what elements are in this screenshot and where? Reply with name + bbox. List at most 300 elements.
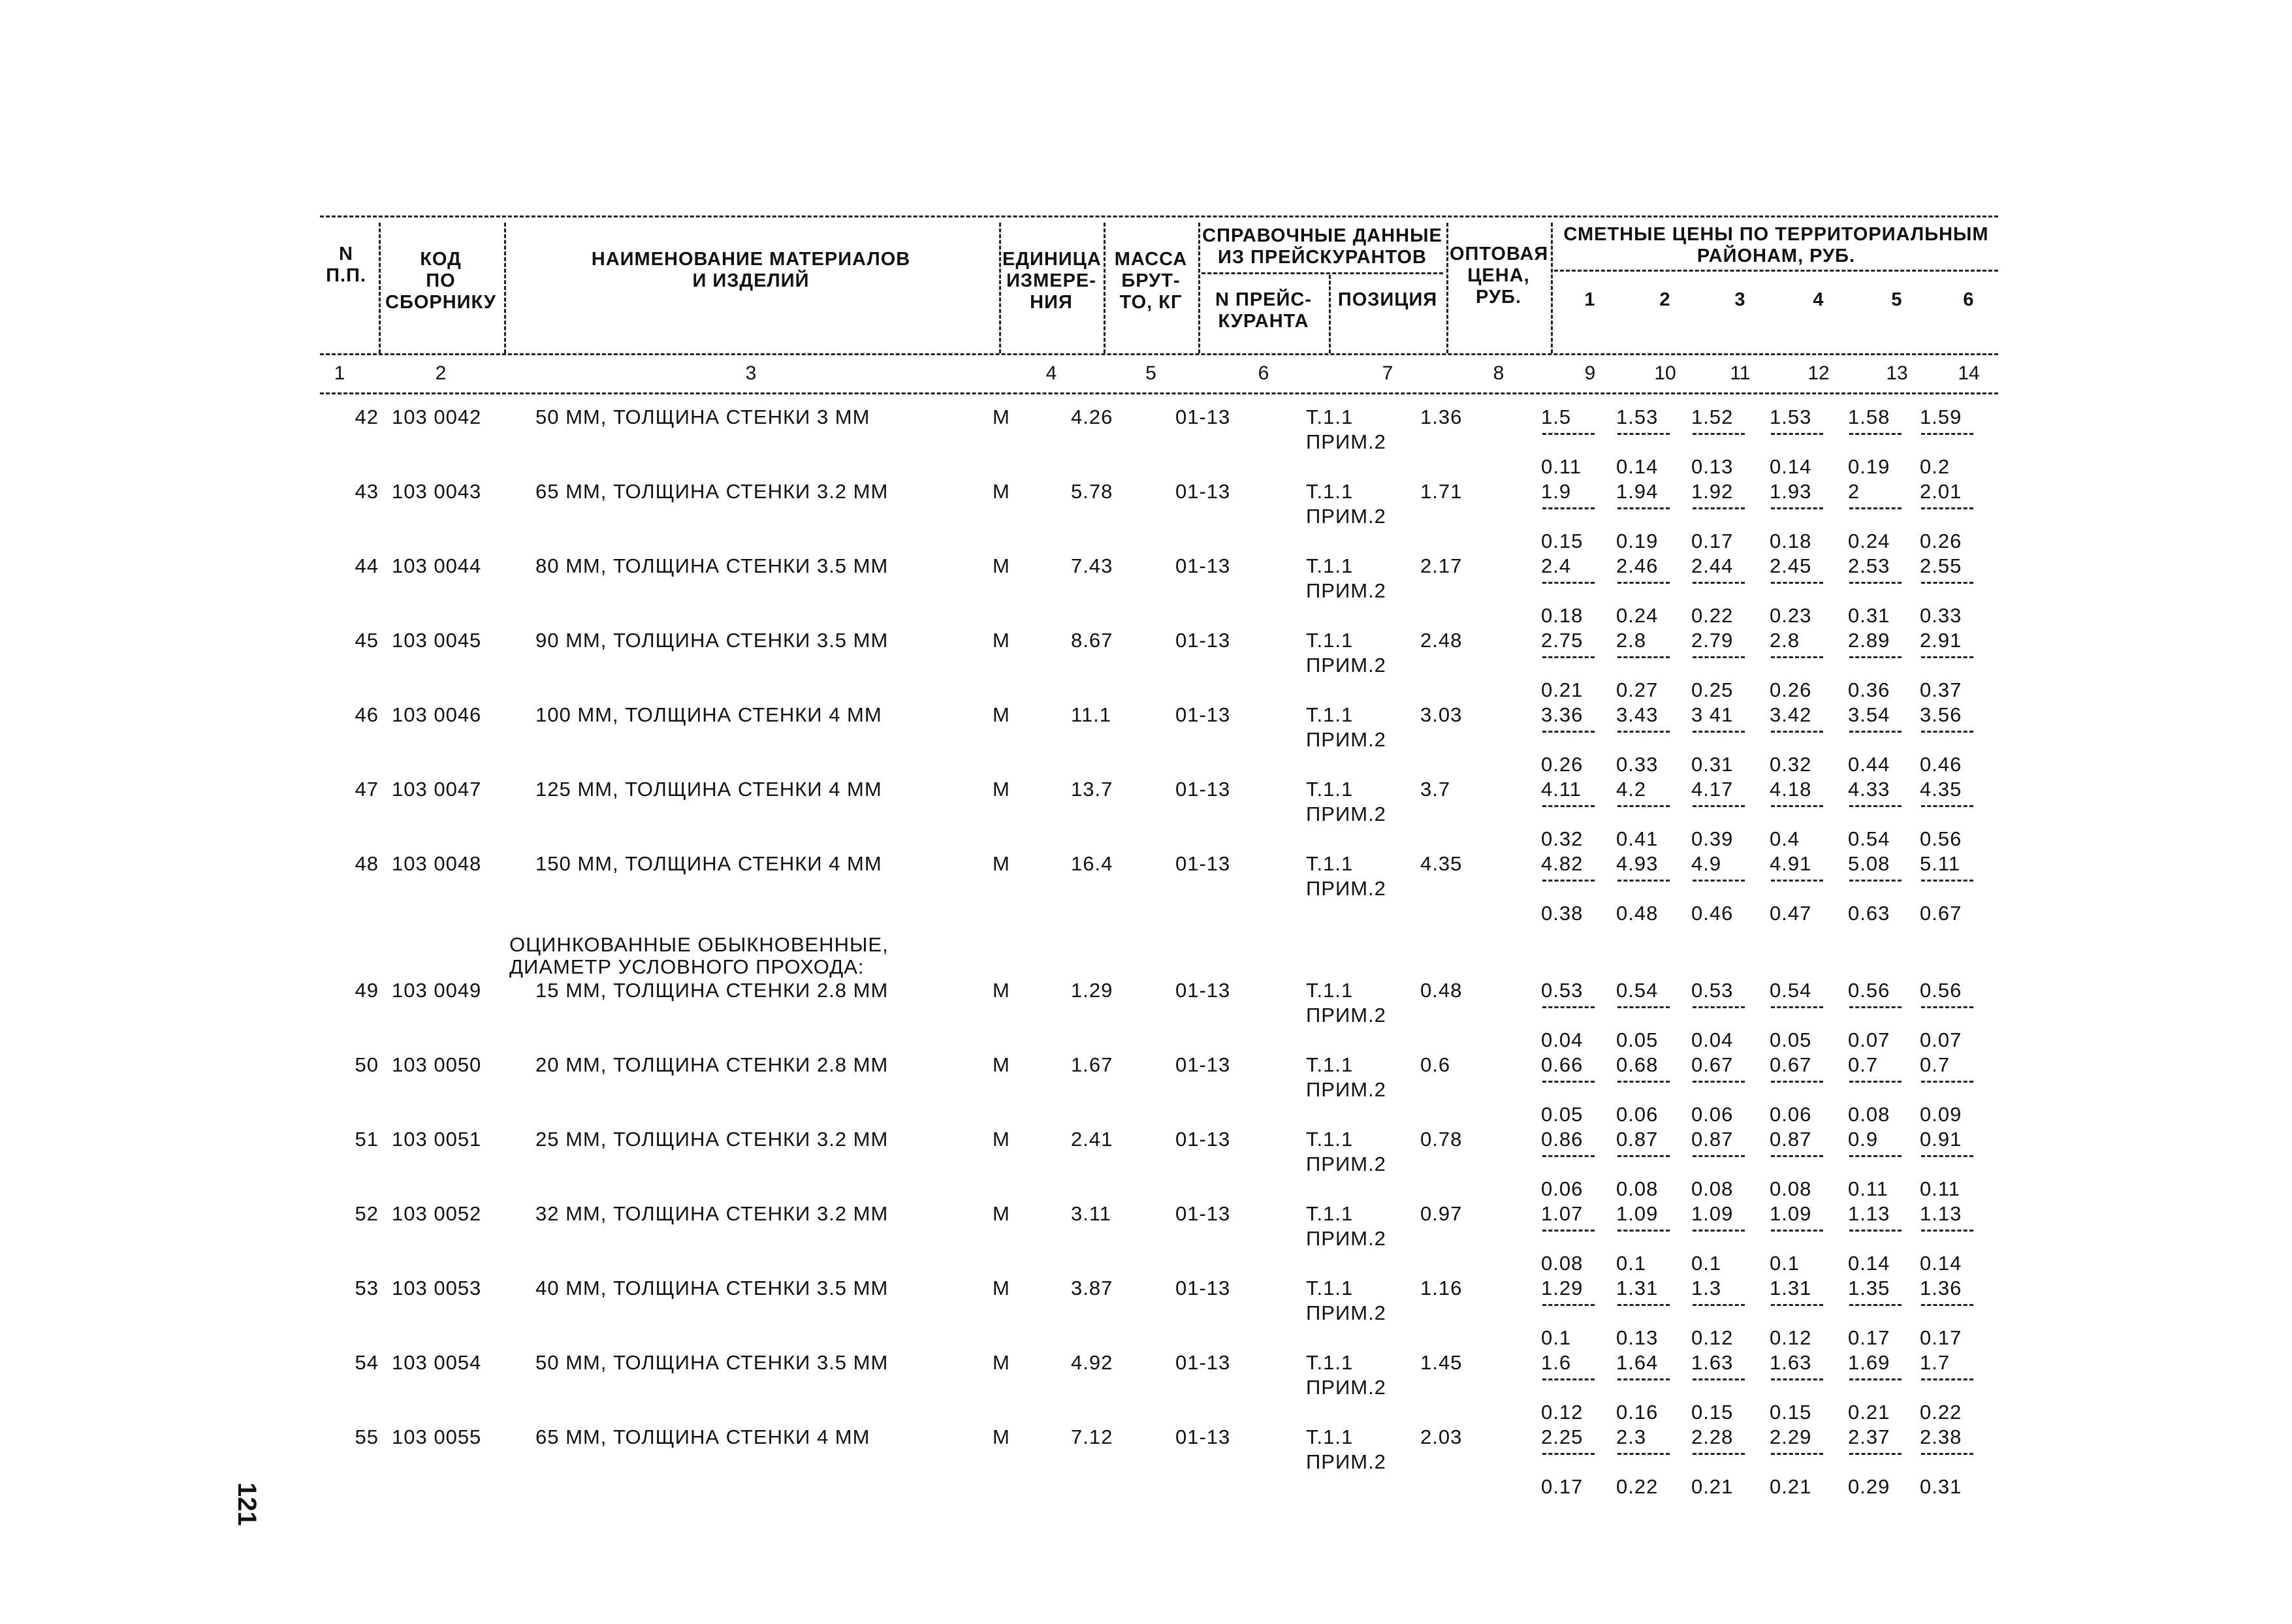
section-heading <box>320 927 1998 979</box>
row-position: Т.1.1 <box>1306 1202 1354 1225</box>
region-price-transport: 0.22 <box>1691 604 1734 627</box>
region-prices <box>1541 554 1998 629</box>
row-name: 25 ММ, ТОЛЩИНА СТЕНКИ 3.2 ММ <box>535 1128 889 1151</box>
region-price-total: 0.7 <box>1920 1053 1950 1076</box>
fraction-divider <box>1849 656 1902 658</box>
region-price-total: 3.54 <box>1848 703 1890 726</box>
row-position: Т.1.1 <box>1306 406 1354 428</box>
fraction-divider <box>1542 1155 1595 1157</box>
fraction-divider <box>1542 1006 1595 1008</box>
table-row <box>320 1202 1998 1277</box>
region-price-total: 1.31 <box>1616 1277 1659 1299</box>
fraction-divider <box>1771 656 1823 658</box>
region-price-transport: 0.06 <box>1616 1103 1659 1126</box>
row-code: 103 0052 <box>392 1202 482 1225</box>
region-price-transport: 0.07 <box>1920 1028 1962 1051</box>
table-row <box>320 480 1998 554</box>
fraction-divider <box>1921 1378 1973 1380</box>
header-estimate-group: СМЕТНЫЕ ЦЕНЫ ПО ТЕРРИТОРИАЛЬНЫМ РАЙОНАМ, РУБ. <box>1563 224 1989 266</box>
col-num: 5 <box>1145 362 1156 384</box>
region-price-transport: 0.21 <box>1770 1475 1812 1498</box>
region-price-transport: 0.38 <box>1541 902 1584 925</box>
row-mass: 7.43 <box>1071 554 1113 577</box>
fraction-divider <box>1771 1378 1823 1380</box>
region-price-transport: 0.63 <box>1848 902 1890 925</box>
region-price-total: 2.89 <box>1848 629 1890 652</box>
region-price-transport: 0.17 <box>1848 1326 1890 1349</box>
region-price-transport: 0.13 <box>1616 1326 1659 1349</box>
row-unit: М <box>993 703 1010 726</box>
region-price-total: 1.9 <box>1541 480 1572 503</box>
region-price-transport: 0.18 <box>1770 530 1812 552</box>
col-num: 3 <box>745 362 757 384</box>
region-price-transport: 0.31 <box>1848 604 1890 627</box>
row-unit: М <box>993 480 1010 503</box>
row-mass: 1.67 <box>1071 1053 1113 1076</box>
fraction-divider <box>1693 1081 1745 1083</box>
region-price-transport: 0.16 <box>1616 1401 1659 1424</box>
row-code: 103 0043 <box>392 480 482 503</box>
header-wholesale: ОПТОВАЯ ЦЕНА, РУБ. <box>1450 244 1549 308</box>
row-code: 103 0050 <box>392 1053 482 1076</box>
fraction-divider <box>1849 1378 1902 1380</box>
fraction-divider <box>1542 731 1595 733</box>
row-code: 103 0042 <box>392 406 482 428</box>
region-price-transport: 0.23 <box>1770 604 1812 627</box>
row-mass: 4.26 <box>1071 406 1113 428</box>
region-price-total: 1.35 <box>1848 1277 1890 1299</box>
fraction-divider <box>1542 880 1595 882</box>
row-position-note: ПРИМ.2 <box>1306 1450 1386 1473</box>
fraction-divider <box>1617 582 1670 584</box>
table-row <box>320 406 1998 480</box>
region-price-transport: 0.06 <box>1691 1103 1734 1126</box>
fraction-divider <box>1542 507 1595 509</box>
row-unit: М <box>993 1202 1010 1225</box>
region-prices <box>1541 629 1998 703</box>
fraction-divider <box>1617 1304 1670 1306</box>
row-position: Т.1.1 <box>1306 1277 1354 1299</box>
row-name: 150 ММ, ТОЛЩИНА СТЕНКИ 4 ММ <box>535 852 882 875</box>
region-price-transport: 0.08 <box>1848 1103 1890 1126</box>
row-position-note: ПРИМ.2 <box>1306 1376 1386 1399</box>
region-price-transport: 0.2 <box>1920 455 1950 478</box>
row-position-note: ПРИМ.2 <box>1306 1301 1386 1324</box>
region-price-total: 4.9 <box>1691 852 1722 875</box>
row-name: 15 ММ, ТОЛЩИНА СТЕНКИ 2.8 ММ <box>535 979 889 1002</box>
region-prices <box>1541 1053 1998 1128</box>
region-price-transport: 0.21 <box>1691 1475 1734 1498</box>
region-price-total: 1.31 <box>1770 1277 1812 1299</box>
table-row <box>320 703 1998 778</box>
fraction-divider <box>1921 1006 1973 1008</box>
fraction-divider <box>1849 433 1902 435</box>
row-mass: 8.67 <box>1071 629 1113 652</box>
region-price-transport: 0.37 <box>1920 678 1962 701</box>
row-unit: М <box>993 1351 1010 1374</box>
region-price-transport: 0.44 <box>1848 753 1890 776</box>
region-price-total: 4.18 <box>1770 778 1812 801</box>
region-price-total: 0.53 <box>1691 979 1734 1002</box>
region-price-total: 4.11 <box>1541 778 1582 801</box>
fraction-divider <box>1693 507 1745 509</box>
row-unit: М <box>993 1128 1010 1151</box>
table-row <box>320 1351 1998 1425</box>
fraction-divider <box>1771 1230 1823 1232</box>
region-price-transport: 0.07 <box>1848 1028 1890 1051</box>
region-price-total: 0.67 <box>1770 1053 1812 1076</box>
region-price-total: 1.07 <box>1541 1202 1584 1225</box>
region-prices <box>1541 1202 1998 1277</box>
header-ref-pos: ПОЗИЦИЯ <box>1337 289 1438 310</box>
region-price-transport: 0.21 <box>1541 678 1584 701</box>
section-line-1: ОЦИНКОВАННЫЕ ОБЫКНОВЕННЫЕ, <box>509 933 889 956</box>
region-price-total: 2.4 <box>1541 554 1572 577</box>
region-price-transport: 0.39 <box>1691 827 1734 850</box>
region-price-transport: 0.19 <box>1616 530 1659 552</box>
region-price-transport: 0.32 <box>1770 753 1812 776</box>
col-num: 7 <box>1382 362 1393 384</box>
row-name: 65 ММ, ТОЛЩИНА СТЕНКИ 4 ММ <box>535 1425 870 1448</box>
row-number: 55 <box>355 1425 379 1448</box>
region-price-transport: 0.29 <box>1848 1475 1890 1498</box>
region-price-total: 1.63 <box>1691 1351 1734 1374</box>
fraction-divider <box>1921 1230 1973 1232</box>
region-price-total: 1.52 <box>1691 406 1734 428</box>
region-price-total: 4.33 <box>1848 778 1890 801</box>
region-price-transport: 0.1 <box>1691 1252 1722 1275</box>
region-price-total: 2.01 <box>1920 480 1962 503</box>
region-price-transport: 0.18 <box>1541 604 1584 627</box>
row-number: 47 <box>355 778 379 801</box>
row-name: 32 ММ, ТОЛЩИНА СТЕНКИ 3.2 ММ <box>535 1202 889 1225</box>
region-price-total: 2 <box>1848 480 1860 503</box>
fraction-divider <box>1617 731 1670 733</box>
table-row <box>320 1277 1998 1351</box>
region-price-transport: 0.17 <box>1691 530 1734 552</box>
row-position: Т.1.1 <box>1306 778 1354 801</box>
row-mass: 7.12 <box>1071 1425 1113 1448</box>
row-number: 54 <box>355 1351 379 1374</box>
fraction-divider <box>1693 805 1745 807</box>
region-price-transport: 0.25 <box>1691 678 1734 701</box>
row-number: 53 <box>355 1277 379 1299</box>
fraction-divider <box>1921 1081 1973 1083</box>
col-num: 4 <box>1045 362 1057 384</box>
row-wholesale-price: 1.36 <box>1420 406 1463 428</box>
fraction-divider <box>1693 1230 1745 1232</box>
table-body <box>320 406 1998 1500</box>
region-price-transport: 0.08 <box>1770 1177 1812 1200</box>
row-position: Т.1.1 <box>1306 480 1354 503</box>
row-position-note: ПРИМ.2 <box>1306 728 1386 751</box>
region-prices <box>1541 1425 1998 1500</box>
rows-group-a <box>320 406 1998 927</box>
row-number: 49 <box>355 979 379 1002</box>
fraction-divider <box>1849 1155 1902 1157</box>
region-price-transport: 0.05 <box>1616 1028 1659 1051</box>
row-wholesale-price: 4.35 <box>1420 852 1463 875</box>
region-price-total: 5.11 <box>1920 852 1961 875</box>
fraction-divider <box>1693 1378 1745 1380</box>
row-unit: М <box>993 979 1010 1002</box>
region-price-transport: 0.21 <box>1848 1401 1890 1424</box>
fraction-divider <box>1617 1230 1670 1232</box>
fraction-divider <box>1542 1081 1595 1083</box>
header-unit: ЕДИНИЦА ИЗМЕРЕ- НИЯ <box>1002 249 1102 313</box>
region-price-total: 4.17 <box>1691 778 1734 801</box>
region-price-transport: 0.67 <box>1920 902 1962 925</box>
region-price-total: 5.08 <box>1848 852 1890 875</box>
region-price-total: 4.82 <box>1541 852 1584 875</box>
rows-group-b <box>320 979 1998 1500</box>
fraction-divider <box>1771 433 1823 435</box>
region-price-transport: 0.08 <box>1691 1177 1734 1200</box>
row-mass: 3.87 <box>1071 1277 1113 1299</box>
region-prices <box>1541 703 1998 778</box>
fraction-divider <box>1542 433 1595 435</box>
region-price-total: 0.68 <box>1616 1053 1659 1076</box>
region-price-transport: 0.15 <box>1770 1401 1812 1424</box>
row-position: Т.1.1 <box>1306 629 1354 652</box>
fraction-divider <box>1849 731 1902 733</box>
row-wholesale-price: 1.71 <box>1420 480 1463 503</box>
fraction-divider <box>1849 507 1902 509</box>
region-price-total: 4.91 <box>1770 852 1812 875</box>
row-wholesale-price: 3.03 <box>1420 703 1463 726</box>
row-name: 50 ММ, ТОЛЩИНА СТЕНКИ 3 ММ <box>535 406 870 428</box>
region-price-total: 3.36 <box>1541 703 1584 726</box>
row-code: 103 0047 <box>392 778 482 801</box>
region-price-total: 0.91 <box>1920 1128 1962 1151</box>
row-name: 40 ММ, ТОЛЩИНА СТЕНКИ 3.5 ММ <box>535 1277 889 1299</box>
region-price-transport: 0.08 <box>1541 1252 1584 1275</box>
header-region-2: 2 <box>1659 289 1671 310</box>
region-price-total: 1.09 <box>1616 1202 1659 1225</box>
region-price-transport: 0.36 <box>1848 678 1890 701</box>
fraction-divider <box>1921 880 1973 882</box>
table-row <box>320 778 1998 852</box>
row-code: 103 0049 <box>392 979 482 1002</box>
row-number: 42 <box>355 406 379 428</box>
header-code: КОД ПО СБОРНИКУ <box>385 249 496 313</box>
header-ref-n: N ПРЕЙС- КУРАНТА <box>1215 289 1312 332</box>
table-row <box>320 1425 1998 1500</box>
region-price-total: 1.58 <box>1848 406 1890 428</box>
row-mass: 3.11 <box>1071 1202 1112 1225</box>
region-price-total: 1.36 <box>1920 1277 1962 1299</box>
region-price-total: 2.8 <box>1770 629 1800 652</box>
region-price-total: 0.87 <box>1616 1128 1659 1151</box>
region-price-total: 2.45 <box>1770 554 1812 577</box>
region-price-transport: 0.26 <box>1770 678 1812 701</box>
fraction-divider <box>1921 656 1973 658</box>
row-position: Т.1.1 <box>1306 852 1354 875</box>
region-price-transport: 0.24 <box>1848 530 1890 552</box>
table-row <box>320 554 1998 629</box>
region-price-transport: 0.26 <box>1920 530 1962 552</box>
col-num: 12 <box>1807 362 1830 384</box>
price-table <box>320 215 1998 1500</box>
row-ref: 01-13 <box>1175 406 1231 428</box>
region-price-total: 0.56 <box>1920 979 1962 1002</box>
region-price-transport: 0.54 <box>1848 827 1890 850</box>
region-price-transport: 0.14 <box>1920 1252 1962 1275</box>
fraction-divider <box>1693 731 1745 733</box>
row-unit: М <box>993 1425 1010 1448</box>
fraction-divider <box>1771 1006 1823 1008</box>
region-price-transport: 0.19 <box>1848 455 1890 478</box>
region-price-transport: 0.11 <box>1541 455 1582 478</box>
region-price-transport: 0.12 <box>1770 1326 1812 1349</box>
fraction-divider <box>1921 582 1973 584</box>
region-price-transport: 0.48 <box>1616 902 1659 925</box>
region-price-total: 1.69 <box>1848 1351 1890 1374</box>
row-code: 103 0045 <box>392 629 482 652</box>
region-price-transport: 0.56 <box>1920 827 1962 850</box>
fraction-divider <box>1921 731 1973 733</box>
row-ref: 01-13 <box>1175 778 1231 801</box>
region-prices <box>1541 1128 1998 1202</box>
region-price-transport: 0.15 <box>1691 1401 1734 1424</box>
row-wholesale-price: 1.16 <box>1420 1277 1463 1299</box>
row-position: Т.1.1 <box>1306 703 1354 726</box>
region-price-transport: 0.11 <box>1848 1177 1889 1200</box>
fraction-divider <box>1617 1378 1670 1380</box>
header-name: НАИМЕНОВАНИЕ МАТЕРИАЛОВ И ИЗДЕЛИЙ <box>591 249 911 291</box>
row-position-note: ПРИМ.2 <box>1306 579 1386 602</box>
fraction-divider <box>1693 656 1745 658</box>
region-price-total: 1.94 <box>1616 480 1659 503</box>
region-price-transport: 0.06 <box>1770 1103 1812 1126</box>
row-wholesale-price: 0.6 <box>1420 1053 1451 1076</box>
region-price-transport: 0.1 <box>1770 1252 1800 1275</box>
fraction-divider <box>1849 880 1902 882</box>
col-num: 13 <box>1886 362 1908 384</box>
table-row <box>320 979 1998 1053</box>
region-price-transport: 0.13 <box>1691 455 1734 478</box>
row-number: 45 <box>355 629 379 652</box>
fraction-divider <box>1693 1155 1745 1157</box>
fraction-divider <box>1849 1230 1902 1232</box>
row-mass: 4.92 <box>1071 1351 1113 1374</box>
row-number: 46 <box>355 703 379 726</box>
row-ref: 01-13 <box>1175 554 1231 577</box>
fraction-divider <box>1693 433 1745 435</box>
row-wholesale-price: 2.03 <box>1420 1425 1463 1448</box>
row-number: 43 <box>355 480 379 503</box>
row-code: 103 0048 <box>392 852 482 875</box>
region-price-total: 2.44 <box>1691 554 1734 577</box>
region-price-transport: 0.08 <box>1616 1177 1659 1200</box>
region-prices <box>1541 406 1998 480</box>
region-price-total: 1.7 <box>1920 1351 1950 1374</box>
col-num: 10 <box>1654 362 1676 384</box>
region-prices <box>1541 480 1998 554</box>
col-num: 9 <box>1584 362 1596 384</box>
col-num: 2 <box>435 362 447 384</box>
region-price-transport: 0.46 <box>1691 902 1734 925</box>
region-price-total: 4.2 <box>1616 778 1647 801</box>
region-price-transport: 0.33 <box>1920 604 1962 627</box>
row-ref: 01-13 <box>1175 1128 1231 1151</box>
row-ref: 01-13 <box>1175 480 1231 503</box>
region-price-total: 1.13 <box>1920 1202 1962 1225</box>
region-price-total: 1.09 <box>1691 1202 1734 1225</box>
row-position-note: ПРИМ.2 <box>1306 505 1386 528</box>
row-mass: 16.4 <box>1071 852 1113 875</box>
row-wholesale-price: 0.78 <box>1420 1128 1463 1151</box>
header-mass: МАССА БРУТ- ТО, КГ <box>1114 249 1188 313</box>
table-row <box>320 1053 1998 1128</box>
region-price-transport: 0.27 <box>1616 678 1659 701</box>
region-price-total: 1.6 <box>1541 1351 1572 1374</box>
fraction-divider <box>1617 1081 1670 1083</box>
region-price-transport: 0.22 <box>1920 1401 1962 1424</box>
row-name: 125 ММ, ТОЛЩИНА СТЕНКИ 4 ММ <box>535 778 882 801</box>
header-n: N П.П. <box>326 244 366 286</box>
col-num: 14 <box>1958 362 1980 384</box>
row-position: Т.1.1 <box>1306 1053 1354 1076</box>
column-numbers <box>320 355 1998 387</box>
fraction-divider <box>1771 731 1823 733</box>
row-ref: 01-13 <box>1175 1425 1231 1448</box>
fraction-divider <box>1771 1081 1823 1083</box>
row-ref: 01-13 <box>1175 629 1231 652</box>
row-mass: 2.41 <box>1071 1128 1113 1151</box>
fraction-divider <box>1542 1453 1595 1455</box>
fraction-divider <box>1771 507 1823 509</box>
region-price-total: 2.53 <box>1848 554 1890 577</box>
fraction-divider <box>1771 805 1823 807</box>
row-position-note: ПРИМ.2 <box>1306 1078 1386 1101</box>
fraction-divider <box>1921 1453 1973 1455</box>
region-price-total: 2.79 <box>1691 629 1734 652</box>
region-price-transport: 0.06 <box>1541 1177 1584 1200</box>
region-price-total: 2.91 <box>1920 629 1962 652</box>
row-mass: 5.78 <box>1071 480 1113 503</box>
fraction-divider <box>1693 880 1745 882</box>
fraction-divider <box>1617 433 1670 435</box>
region-price-total: 0.54 <box>1616 979 1659 1002</box>
row-position: Т.1.1 <box>1306 554 1354 577</box>
fraction-divider <box>1693 1304 1745 1306</box>
fraction-divider <box>1849 1081 1902 1083</box>
region-price-transport: 0.31 <box>1691 753 1734 776</box>
row-code: 103 0053 <box>392 1277 482 1299</box>
region-price-total: 1.64 <box>1616 1351 1659 1374</box>
row-unit: М <box>993 629 1010 652</box>
region-price-total: 0.67 <box>1691 1053 1734 1076</box>
row-position: Т.1.1 <box>1306 1128 1354 1151</box>
row-unit: М <box>993 1277 1010 1299</box>
region-price-total: 1.29 <box>1541 1277 1584 1299</box>
region-price-total: 1.63 <box>1770 1351 1812 1374</box>
header-region-1: 1 <box>1584 289 1596 310</box>
row-mass: 1.29 <box>1071 979 1113 1002</box>
row-position-note: ПРИМ.2 <box>1306 1153 1386 1175</box>
header-region-4: 4 <box>1813 289 1824 310</box>
fraction-divider <box>1542 1378 1595 1380</box>
row-unit: М <box>993 1053 1010 1076</box>
region-price-total: 0.53 <box>1541 979 1584 1002</box>
fraction-divider <box>1849 1453 1902 1455</box>
fraction-divider <box>1693 582 1745 584</box>
fraction-divider <box>1542 582 1595 584</box>
header-region-5: 5 <box>1891 289 1903 310</box>
col-num: 11 <box>1730 362 1751 384</box>
region-price-transport: 0.33 <box>1616 753 1659 776</box>
